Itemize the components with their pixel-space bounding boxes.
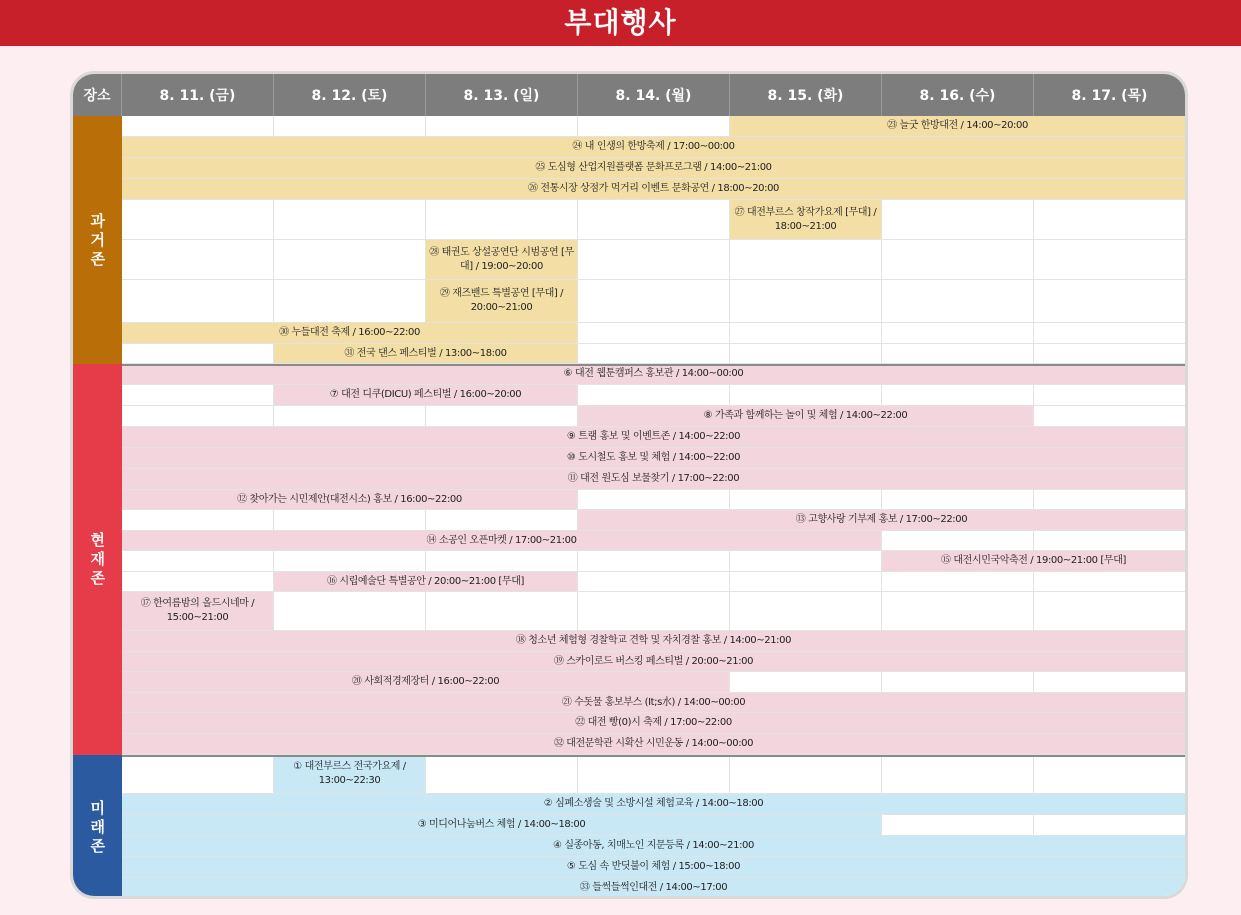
empty-cell	[122, 200, 274, 240]
empty-cell	[122, 385, 274, 406]
empty-cell	[1034, 344, 1186, 364]
empty-cell	[882, 280, 1034, 323]
event-cell: ⑬ 고향사랑 기부제 홍보 / 17:00~22:00	[578, 510, 1186, 531]
empty-cell	[730, 551, 882, 572]
empty-cell	[730, 592, 882, 631]
event-cell: ㉑ 수돗물 홍보부스 (It;s水) / 14:00~00:00	[122, 693, 1186, 713]
header-date: 8. 15. (화)	[730, 74, 882, 116]
empty-cell	[730, 323, 882, 344]
event-cell: ② 심폐소생술 및 소방시설 체험교육 / 14:00~18:00	[122, 794, 1186, 815]
event-cell: ⑤ 도심 속 반딧불이 체험 / 15:00~18:00	[122, 857, 1186, 878]
empty-cell	[426, 510, 578, 531]
empty-cell	[426, 406, 578, 427]
empty-cell	[122, 280, 274, 323]
empty-cell	[882, 344, 1034, 364]
empty-cell	[730, 280, 882, 323]
empty-cell	[578, 551, 730, 572]
event-cell: ㉚ 누들대전 축제 / 16:00~22:00	[122, 323, 578, 344]
event-cell: ⑦ 대전 디쿠(DICU) 페스티벌 / 16:00~20:00	[274, 385, 578, 406]
event-cell: ⑮ 대전시민국악축전 / 19:00~21:00 [무대]	[882, 551, 1186, 572]
empty-cell	[122, 116, 274, 137]
empty-cell	[1034, 200, 1186, 240]
zone-label-future: 미래존	[73, 755, 122, 899]
empty-cell	[426, 755, 578, 794]
empty-cell	[882, 323, 1034, 344]
empty-cell	[578, 490, 730, 510]
empty-cell	[426, 116, 578, 137]
empty-cell	[274, 406, 426, 427]
empty-cell	[578, 200, 730, 240]
empty-cell	[1034, 755, 1186, 794]
empty-cell	[578, 572, 730, 592]
event-cell: ㉝ 들썩들썩인대전 / 14:00~17:00	[122, 878, 1186, 899]
empty-cell	[122, 551, 274, 572]
header-venue: 장소	[73, 74, 122, 116]
event-cell: ㉗ 대전부르스 창작가요제 [무대] / 18:00~21:00	[730, 200, 882, 240]
event-cell: ㉘ 태권도 상설공연단 시범공연 [무대] / 19:00~20:00	[426, 240, 578, 280]
empty-cell	[122, 240, 274, 280]
zone-label-present: 현재존	[73, 364, 122, 755]
schedule-table	[70, 71, 1188, 899]
empty-cell	[122, 755, 274, 794]
event-cell: ⑪ 대전 원도심 보물찾기 / 17:00~22:00	[122, 469, 1186, 490]
event-cell: ④ 실종아동, 치매노인 지문등록 / 14:00~21:00	[122, 836, 1186, 857]
event-cell: ㉖ 전통시장 상점가 먹거리 이벤트 문화공연 / 18:00~20:00	[122, 179, 1186, 200]
empty-cell	[578, 755, 730, 794]
zone-label-past: 과거존	[73, 116, 122, 364]
empty-cell	[578, 240, 730, 280]
header-date: 8. 11. (금)	[122, 74, 274, 116]
empty-cell	[578, 323, 730, 344]
event-cell: ⑧ 가족과 함께하는 놀이 및 체험 / 14:00~22:00	[578, 406, 1034, 427]
empty-cell	[730, 344, 882, 364]
event-cell: ㉕ 도심형 산업지원플랫폼 문화프로그램 / 14:00~21:00	[122, 158, 1186, 179]
empty-cell	[882, 815, 1034, 836]
empty-cell	[578, 116, 730, 137]
empty-cell	[730, 755, 882, 794]
header-date: 8. 16. (수)	[882, 74, 1034, 116]
empty-cell	[882, 490, 1034, 510]
empty-cell	[882, 240, 1034, 280]
event-cell: ⑯ 시립예술단 특별공안 / 20:00~21:00 [무대]	[274, 572, 578, 592]
event-cell: ㉛ 전국 댄스 페스티벌 / 13:00~18:00	[274, 344, 578, 364]
empty-cell	[1034, 490, 1186, 510]
empty-cell	[274, 510, 426, 531]
event-cell: ① 대전부르스 전국가요제 / 13:00~22:30	[274, 755, 426, 794]
empty-cell	[578, 344, 730, 364]
empty-cell	[730, 672, 882, 693]
page-title: 부대행사	[0, 0, 1241, 46]
empty-cell	[122, 510, 274, 531]
empty-cell	[1034, 385, 1186, 406]
event-cell: ③ 미디어나눔버스 체험 / 14:00~18:00	[122, 815, 882, 836]
empty-cell	[122, 572, 274, 592]
empty-cell	[730, 385, 882, 406]
event-cell: ⑨ 트램 홍보 및 이벤트존 / 14:00~22:00	[122, 427, 1186, 448]
header-date: 8. 17. (목)	[1034, 74, 1186, 116]
empty-cell	[274, 592, 426, 631]
empty-cell	[1034, 406, 1186, 427]
event-cell: ㉓ 늘굿 한방대전 / 14:00~20:00	[730, 116, 1186, 137]
empty-cell	[882, 200, 1034, 240]
empty-cell	[1034, 572, 1186, 592]
event-cell: ⑩ 도시철도 홍보 및 체험 / 14:00~22:00	[122, 448, 1186, 469]
empty-cell	[274, 240, 426, 280]
event-cell: ㉒ 대전 빵(0)시 축제 / 17:00~22:00	[122, 713, 1186, 734]
empty-cell	[1034, 592, 1186, 631]
schedule-grid	[73, 74, 1185, 896]
empty-cell	[730, 572, 882, 592]
event-cell: ⑲ 스카이로드 버스킹 페스티벌 / 20:00~21:00	[122, 652, 1186, 672]
empty-cell	[730, 240, 882, 280]
empty-cell	[730, 490, 882, 510]
event-cell: ⑭ 소공인 오픈마켓 / 17:00~21:00	[122, 531, 882, 551]
empty-cell	[1034, 672, 1186, 693]
header-date: 8. 13. (일)	[426, 74, 578, 116]
empty-cell	[274, 200, 426, 240]
empty-cell	[882, 572, 1034, 592]
event-cell: ⑱ 청소년 체험형 경찰학교 견학 및 자치경찰 홍보 / 14:00~21:00	[122, 631, 1186, 652]
empty-cell	[578, 592, 730, 631]
empty-cell	[122, 344, 274, 364]
empty-cell	[1034, 531, 1186, 551]
empty-cell	[882, 672, 1034, 693]
empty-cell	[1034, 323, 1186, 344]
event-cell: ⑰ 한여름밤의 올드시네마 / 15:00~21:00	[122, 592, 274, 631]
event-cell: ㉔ 내 인생의 한방축제 / 17:00~00:00	[122, 137, 1186, 158]
empty-cell	[426, 200, 578, 240]
header-date: 8. 12. (토)	[274, 74, 426, 116]
event-cell: ⑥ 대전 웹툰캠퍼스 홍보관 / 14:00~00:00	[122, 364, 1186, 385]
empty-cell	[274, 551, 426, 572]
empty-cell	[122, 406, 274, 427]
empty-cell	[882, 531, 1034, 551]
empty-cell	[426, 592, 578, 631]
empty-cell	[274, 116, 426, 137]
empty-cell	[274, 280, 426, 323]
empty-cell	[578, 280, 730, 323]
empty-cell	[426, 551, 578, 572]
empty-cell	[1034, 240, 1186, 280]
empty-cell	[1034, 280, 1186, 323]
empty-cell	[882, 755, 1034, 794]
empty-cell	[882, 385, 1034, 406]
event-cell: ㉙ 재즈밴드 특별공연 [무대] / 20:00~21:00	[426, 280, 578, 323]
event-cell: ㉜ 대전문학관 시확산 시민운동 / 14:00~00:00	[122, 734, 1186, 755]
event-cell: ⑫ 찾아가는 시민제안(대전시소) 홍보 / 16:00~22:00	[122, 490, 578, 510]
empty-cell	[1034, 815, 1186, 836]
event-cell: ⑳ 사회적경제장터 / 16:00~22:00	[122, 672, 730, 693]
empty-cell	[882, 592, 1034, 631]
header-date: 8. 14. (월)	[578, 74, 730, 116]
empty-cell	[578, 385, 730, 406]
